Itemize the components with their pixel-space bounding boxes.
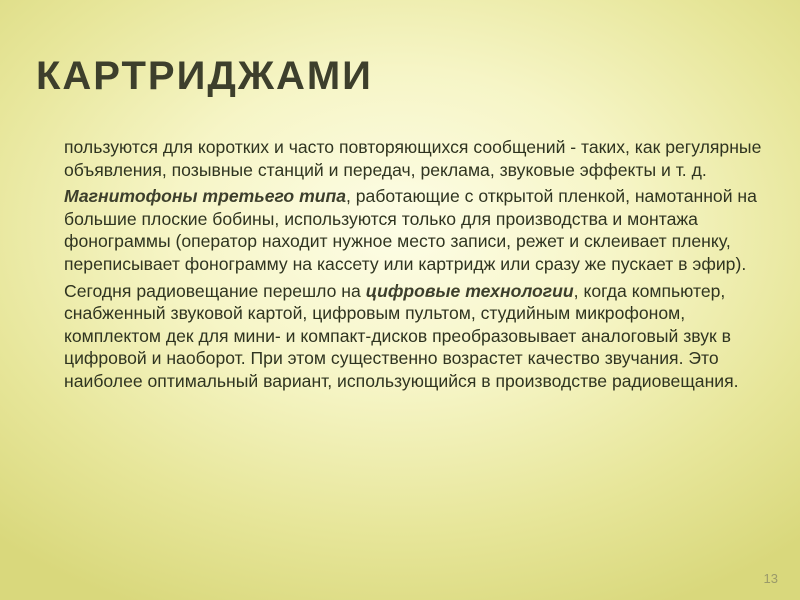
bullet-item	[34, 185, 774, 275]
bullet-text: пользуются для коротких и часто повторяющихся сообщений - таких, как регулярные объявления, позывные станций и передач, реклама, звуковые эффекты и т. д.	[64, 137, 762, 180]
bullet-prefix: Сегодня радиовещание перешло на	[64, 280, 366, 301]
bullet-item	[34, 136, 774, 181]
bullet-emphasis: цифровые технологии	[365, 280, 574, 301]
page-number: 13	[763, 571, 778, 586]
bullet-emphasis: Магнитофоны третьего типа	[64, 186, 346, 207]
bullet-text: , когда компьютер, снабженный звуковой картой, цифровым пультом, студийным микрофоном, комплектом дек для мини- и компакт-дисков преобразовывает аналоговый звук в цифровой и наоборот. При этом существенно возрастет качество звучания. Это наиболее оптимальный вариант, использующийся в производстве радиовещания.	[64, 280, 739, 391]
bullet-item	[34, 280, 774, 393]
bullet-list	[34, 136, 774, 397]
slide-title: КАРТРИДЖАМИ	[36, 54, 373, 98]
bullet-text: , работающие с открытой пленкой, намотанной на большие плоские бобины, используются только для производства и монтажа фонограммы (оператор находит нужное место записи, режет и склеивает пленку, переписывает фонограмму на кассету или картридж или сразу же пускает в эфир).	[64, 186, 757, 274]
